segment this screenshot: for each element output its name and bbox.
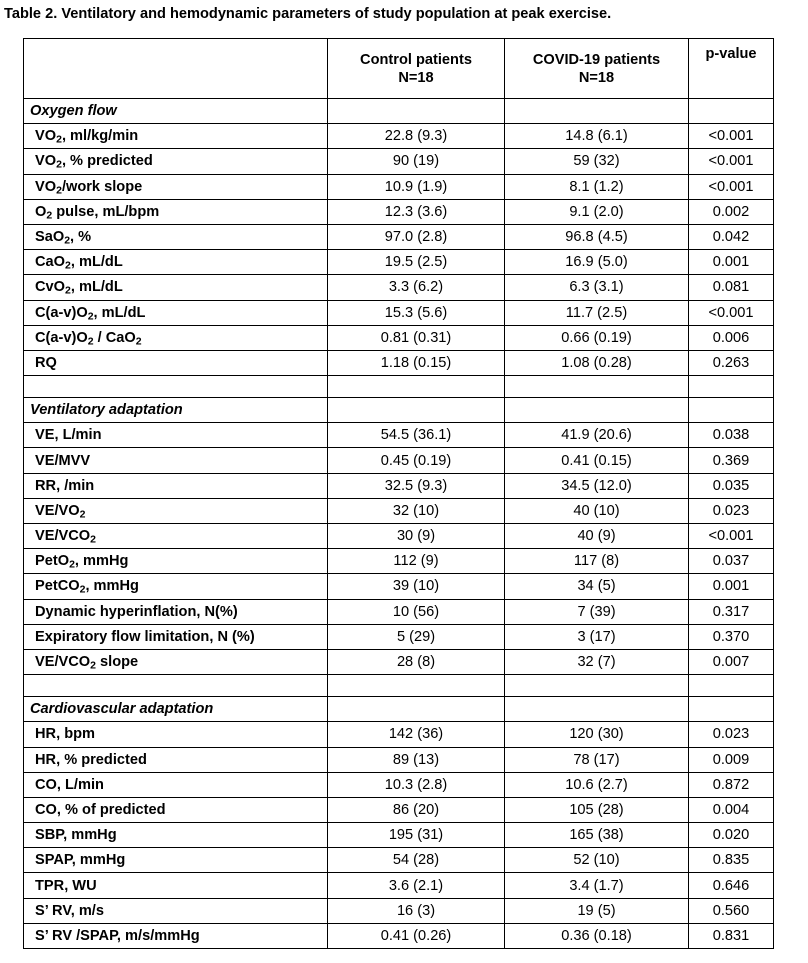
covid-value: 7 (39) [505, 599, 689, 624]
p-value: 0.006 [689, 325, 774, 350]
parameter-label: $VO_2$/work slope [24, 174, 328, 199]
parameter-label: $VO_2$, % predicted [24, 149, 328, 174]
parameter-label: SBP, mmHg [24, 823, 328, 848]
covid-value: 19 (5) [505, 898, 689, 923]
empty-cell [328, 398, 505, 423]
table-row [24, 124, 774, 149]
section-label: Cardiovascular adaptation [24, 697, 328, 722]
p-value: <0.001 [689, 124, 774, 149]
covid-value: 117 (8) [505, 549, 689, 574]
empty-cell [24, 376, 328, 398]
parameter-label: CaO$_2$, mL/dL [24, 250, 328, 275]
parameter-label: CO, % of predicted [24, 797, 328, 822]
empty-cell [328, 697, 505, 722]
p-value: 0.004 [689, 797, 774, 822]
parameter-label: PetO$_2$, mmHg [24, 549, 328, 574]
control-value: 54.5 (36.1) [328, 423, 505, 448]
table-row [24, 199, 774, 224]
table-row [24, 473, 774, 498]
table-row [24, 350, 774, 375]
covid-value: 78 (17) [505, 747, 689, 772]
parameter-label: HR, bpm [24, 722, 328, 747]
table-row [24, 722, 774, 747]
p-value: 0.001 [689, 250, 774, 275]
p-value: 0.002 [689, 199, 774, 224]
empty-cell [689, 398, 774, 423]
control-value: 89 (13) [328, 747, 505, 772]
covid-value: 165 (38) [505, 823, 689, 848]
header-covid [505, 39, 689, 99]
control-value: 90 (19) [328, 149, 505, 174]
control-value: 15.3 (5.6) [328, 300, 505, 325]
covid-value: 8.1 (1.2) [505, 174, 689, 199]
control-value: 5 (29) [328, 624, 505, 649]
parameter-label: VE, L/min [24, 423, 328, 448]
header-pvalue-label: p-value [705, 46, 757, 62]
empty-cell [689, 697, 774, 722]
control-value: 39 (10) [328, 574, 505, 599]
parameter-label: S’ RV /SPAP, m/s/mmHg [24, 923, 328, 948]
p-value: 0.369 [689, 448, 774, 473]
p-value: 0.263 [689, 350, 774, 375]
control-value: 195 (31) [328, 823, 505, 848]
header-covid-title: COVID-19 patients [532, 51, 661, 68]
parameter-label: CvO$_2$, mL/dL [24, 275, 328, 300]
section-row [24, 398, 774, 423]
covid-value: 0.66 (0.19) [505, 325, 689, 350]
p-value: 0.023 [689, 722, 774, 747]
table-row [24, 823, 774, 848]
p-value: 0.560 [689, 898, 774, 923]
header-parameter [24, 39, 328, 99]
table-row [24, 797, 774, 822]
table-row [24, 772, 774, 797]
control-value: 28 (8) [328, 649, 505, 674]
parameter-label: RQ [24, 350, 328, 375]
table-row [24, 574, 774, 599]
control-value: 3.3 (6.2) [328, 275, 505, 300]
covid-value: 11.7 (2.5) [505, 300, 689, 325]
p-value: 0.317 [689, 599, 774, 624]
covid-value: 3.4 (1.7) [505, 873, 689, 898]
header-control-n: N=18 [398, 69, 434, 86]
empty-cell [689, 376, 774, 398]
empty-cell [689, 675, 774, 697]
control-value: 32.5 (9.3) [328, 473, 505, 498]
section-row [24, 99, 774, 124]
parameter-label: SaO$_2$, % [24, 224, 328, 249]
covid-value: 10.6 (2.7) [505, 772, 689, 797]
table-row [24, 549, 774, 574]
covid-value: 34.5 (12.0) [505, 473, 689, 498]
table-row [24, 898, 774, 923]
covid-value: 105 (28) [505, 797, 689, 822]
control-value: 0.41 (0.26) [328, 923, 505, 948]
empty-cell [24, 675, 328, 697]
p-value: 0.007 [689, 649, 774, 674]
parameter-label: $O_2$ pulse, mL/bpm [24, 199, 328, 224]
p-value: 0.009 [689, 747, 774, 772]
control-value: 22.8 (9.3) [328, 124, 505, 149]
table-row [24, 649, 774, 674]
table-row [24, 599, 774, 624]
control-value: 1.18 (0.15) [328, 350, 505, 375]
covid-value: 16.9 (5.0) [505, 250, 689, 275]
covid-value: 9.1 (2.0) [505, 199, 689, 224]
parameter-label: VE/MVV [24, 448, 328, 473]
empty-cell [505, 697, 689, 722]
control-value: 10.9 (1.9) [328, 174, 505, 199]
control-value: 0.81 (0.31) [328, 325, 505, 350]
control-value: 0.45 (0.19) [328, 448, 505, 473]
table-body [24, 39, 774, 949]
control-value: 30 (9) [328, 524, 505, 549]
header-covid-n: N=18 [578, 69, 615, 86]
p-value: 0.646 [689, 873, 774, 898]
empty-cell [505, 99, 689, 124]
header-control [328, 39, 505, 99]
covid-value: 96.8 (4.5) [505, 224, 689, 249]
p-value: 0.370 [689, 624, 774, 649]
parameter-label: S’ RV, m/s [24, 898, 328, 923]
parameter-label: SPAP, mmHg [24, 848, 328, 873]
p-value: 0.835 [689, 848, 774, 873]
covid-value: 40 (9) [505, 524, 689, 549]
control-value: 19.5 (2.5) [328, 250, 505, 275]
control-value: 3.6 (2.1) [328, 873, 505, 898]
control-value: 142 (36) [328, 722, 505, 747]
parameter-label: PetCO$_2$, mmHg [24, 574, 328, 599]
p-value: 0.037 [689, 549, 774, 574]
p-value: <0.001 [689, 300, 774, 325]
section-label: Oxygen flow [24, 99, 328, 124]
covid-value: 59 (32) [505, 149, 689, 174]
table-row [24, 448, 774, 473]
table-row [24, 300, 774, 325]
p-value: 0.872 [689, 772, 774, 797]
parameter-label: $VE/VCO_2$ [24, 524, 328, 549]
p-value: 0.023 [689, 498, 774, 523]
header-row [24, 39, 774, 99]
p-value: 0.081 [689, 275, 774, 300]
covid-value: 0.36 (0.18) [505, 923, 689, 948]
control-value: 54 (28) [328, 848, 505, 873]
control-value: 16 (3) [328, 898, 505, 923]
parameter-label: TPR, WU [24, 873, 328, 898]
parameter-label: $VE/VCO_2$ slope [24, 649, 328, 674]
empty-cell [328, 99, 505, 124]
table-row [24, 873, 774, 898]
parameter-label: $C(a-v)O_2$, mL/dL [24, 300, 328, 325]
table-row [24, 423, 774, 448]
empty-cell [689, 99, 774, 124]
control-value: 112 (9) [328, 549, 505, 574]
table-row [24, 923, 774, 948]
control-value: 97.0 (2.8) [328, 224, 505, 249]
table-row [24, 275, 774, 300]
parameter-label: $VE/VO_2$ [24, 498, 328, 523]
table-row [24, 747, 774, 772]
table-row [24, 524, 774, 549]
table-row [24, 174, 774, 199]
covid-value: 40 (10) [505, 498, 689, 523]
table-row [24, 224, 774, 249]
table-title: Table 2. Ventilatory and hemodynamic parameters of study population at peak exercise. [4, 6, 612, 22]
empty-cell [505, 675, 689, 697]
parameter-label: RR, /min [24, 473, 328, 498]
empty-cell [505, 398, 689, 423]
parameter-label: CO, L/min [24, 772, 328, 797]
covid-value: 0.41 (0.15) [505, 448, 689, 473]
empty-cell [328, 675, 505, 697]
covid-value: 41.9 (20.6) [505, 423, 689, 448]
section-row [24, 697, 774, 722]
p-value: 0.001 [689, 574, 774, 599]
parameters-table [23, 38, 774, 949]
control-value: 86 (20) [328, 797, 505, 822]
header-control-title: Control patients [360, 51, 472, 68]
empty-cell [328, 376, 505, 398]
parameter-label: $C(a-v)O_2 / CaO_2$ [24, 325, 328, 350]
covid-value: 6.3 (3.1) [505, 275, 689, 300]
p-value: 0.042 [689, 224, 774, 249]
empty-cell [505, 376, 689, 398]
control-value: 10 (56) [328, 599, 505, 624]
parameter-label: Dynamic hyperinflation, N(%) [24, 599, 328, 624]
table-row [24, 624, 774, 649]
covid-value: 34 (5) [505, 574, 689, 599]
table-row [24, 325, 774, 350]
parameter-label: $VO_2$, ml/kg/min [24, 124, 328, 149]
parameter-label: HR, % predicted [24, 747, 328, 772]
covid-value: 1.08 (0.28) [505, 350, 689, 375]
table-row [24, 848, 774, 873]
spacer-row [24, 376, 774, 398]
covid-value: 3 (17) [505, 624, 689, 649]
header-pvalue [689, 39, 774, 99]
table-row [24, 250, 774, 275]
covid-value: 32 (7) [505, 649, 689, 674]
table-row [24, 149, 774, 174]
p-value: <0.001 [689, 524, 774, 549]
table-row [24, 498, 774, 523]
p-value: <0.001 [689, 149, 774, 174]
covid-value: 14.8 (6.1) [505, 124, 689, 149]
parameter-label: Expiratory flow limitation, N (%) [24, 624, 328, 649]
p-value: <0.001 [689, 174, 774, 199]
control-value: 10.3 (2.8) [328, 772, 505, 797]
p-value: 0.831 [689, 923, 774, 948]
control-value: 32 (10) [328, 498, 505, 523]
p-value: 0.035 [689, 473, 774, 498]
p-value: 0.020 [689, 823, 774, 848]
control-value: 12.3 (3.6) [328, 199, 505, 224]
p-value: 0.038 [689, 423, 774, 448]
covid-value: 52 (10) [505, 848, 689, 873]
section-label: Ventilatory adaptation [24, 398, 328, 423]
spacer-row [24, 675, 774, 697]
covid-value: 120 (30) [505, 722, 689, 747]
